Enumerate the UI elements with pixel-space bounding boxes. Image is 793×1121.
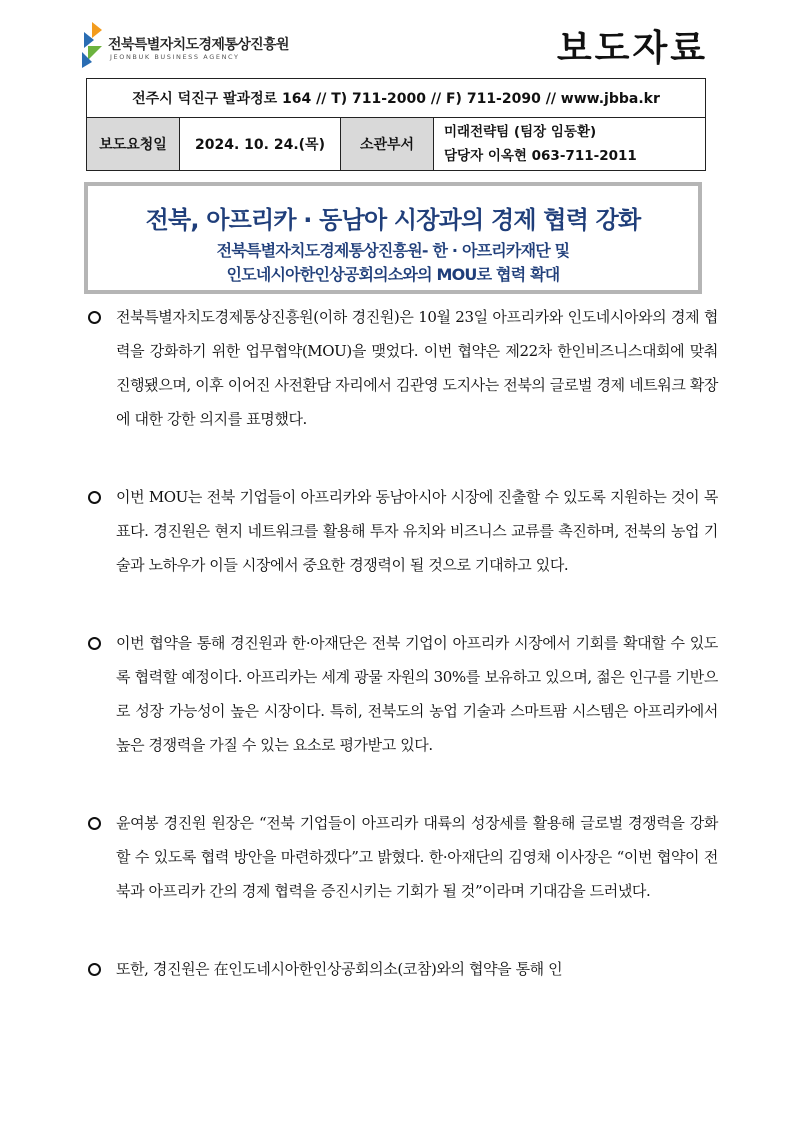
department-label: 소관부서 <box>341 118 434 171</box>
press-release-title: 보도자료 <box>556 28 708 69</box>
circle-bullet-icon <box>88 963 101 976</box>
paragraph-text: 윤여봉 경진원 원장은 “전북 기업들이 아프리카 대륙의 성장세를 활용해 글로벌 경쟁력을 강화할 수 있도록 협력 방안을 마련하겠다”고 밝혔다. 한·아재단의 김영채 이사장은 “이번 협약이 전북과 아프리카 간의 경제 협력을 증진시키는 기회가 될 것”이라며 기대감을 드러냈다. <box>116 814 718 900</box>
paragraph-text: 이번 MOU는 전북 기업들이 아프리카와 동남아시아 시장에 진출할 수 있도록 지원하는 것이 목표다. 경진원은 현지 네트워크를 활용해 투자 유치와 비즈니스 교류를 촉진하며, 전북의 농업 기술과 노하우가 이들 시장에서 중요한 경쟁력이 될 것으로 기대하고 있다. <box>116 488 718 574</box>
paragraph-text: 이번 협약을 통해 경진원과 한·아재단은 전북 기업이 아프리카 시장에서 기회를 확대할 수 있도록 협력할 예정이다. 아프리카는 세계 광물 자원의 30%를 보유하고 있으며, 젊은 인구를 기반으로 성장 가능성이 높은 시장이다. 특히, 전북도의 농업 기술과 스마트팜 시스템은 아프리카에서 높은 경쟁력을 가질 수 있는 요소로 평가받고 있다. <box>116 634 718 754</box>
circle-bullet-icon <box>88 817 101 830</box>
paragraph <box>86 480 718 582</box>
headline-subtitle-line2: 인도네시아한인상공회의소와의 MOU로 협력 확대 <box>226 265 560 284</box>
document-header <box>80 20 720 72</box>
org-name-en: JEONBUK BUSINESS AGENCY <box>110 53 240 61</box>
headline-box <box>84 182 702 294</box>
article-body <box>86 300 718 1030</box>
agency-logo <box>80 22 340 70</box>
press-info-table <box>86 78 706 171</box>
paragraph-text: 또한, 경진원은 在인도네시아한인상공회의소(코참)와의 협약을 통해 인 <box>116 960 563 978</box>
contact-person: 담당자 이옥현 063-711-2011 <box>444 148 637 164</box>
contact-address: 전주시 덕진구 팔과정로 164 // T) 711-2000 // F) 711-2090 // www.jbba.kr <box>87 79 706 118</box>
org-name: 전북특별자치도경제통상진흥원 <box>108 37 289 53</box>
paragraph-text: 전북특별자치도경제통상진흥원(이하 경진원)은 10월 23일 아프리카와 인도네시아와의 경제 협력을 강화하기 위한 업무협약(MOU)을 맺었다. 이번 협약은 제22차 한인비즈니스대회에 맞춰 진행됐으며, 이후 이어진 사전환담 자리에서 김관영 도지사는 전북의 글로벌 경제 네트워크 확장에 대한 강한 의지를 표명했다. <box>116 308 718 428</box>
circle-bullet-icon <box>88 311 101 324</box>
circle-bullet-icon <box>88 637 101 650</box>
department-name: 미래전략팀 (팀장 임동환) <box>444 124 597 140</box>
circle-bullet-icon <box>88 491 101 504</box>
headline-subtitle-line1: 전북특별자치도경제통상진흥원- 한 · 아프리카재단 및 <box>216 241 570 260</box>
paragraph <box>86 626 718 762</box>
request-date-label: 보도요청일 <box>87 118 180 171</box>
request-date: 2024. 10. 24.(목) <box>180 118 341 171</box>
agency-logo-icon <box>80 22 106 68</box>
paragraph <box>86 952 718 986</box>
paragraph <box>86 300 718 436</box>
headline-title: 전북, 아프리카 · 동남아 시장과의 경제 협력 강화 <box>145 206 641 234</box>
paragraph <box>86 806 718 908</box>
department-info <box>434 118 706 171</box>
